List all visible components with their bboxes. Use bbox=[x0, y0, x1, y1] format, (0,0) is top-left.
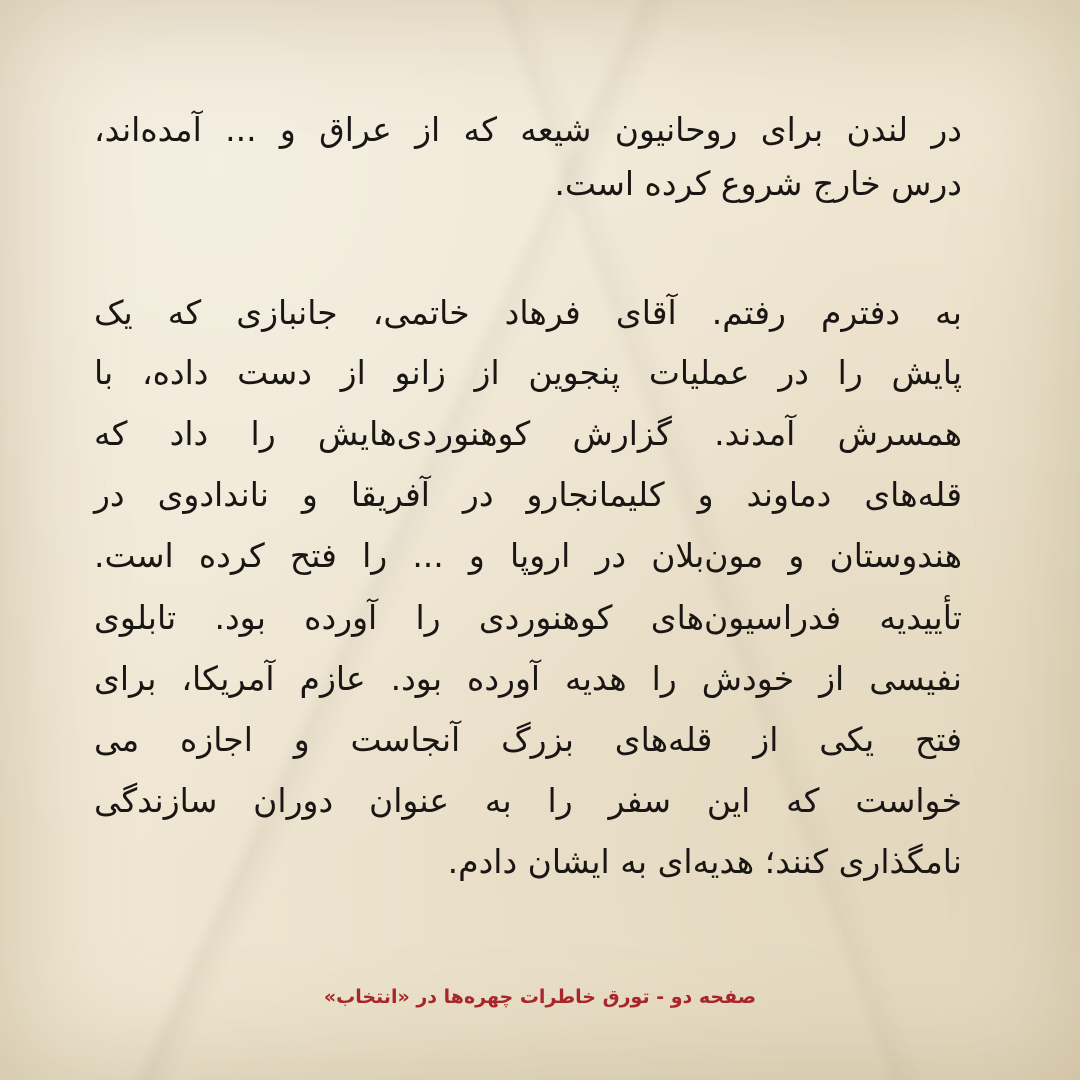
text-line: درس خارج شروع کرده است. bbox=[554, 164, 962, 203]
text-line: هندوستان و مون‌بلان در اروپا و ... را فتح کرده است. bbox=[94, 536, 962, 575]
text-line: تأییدیه فدراسیون‌های کوهنوردی را آورده بود. تابلوی bbox=[94, 598, 962, 637]
text-line: همسرش آمدند. گزارش کوهنوردی‌هایش را داد که bbox=[94, 414, 962, 453]
text-line: خواست که این سفر را به عنوان دوران سازندگی bbox=[94, 781, 962, 820]
text-line: نامگذاری کنند؛ هدیه‌ای به ایشان دادم. bbox=[447, 842, 962, 881]
text-line: قله‌های دماوند و کلیمانجارو در آفریقا و ناندادوی در bbox=[94, 475, 962, 514]
source-caption: صفحه دو - تورق خاطرات چهره‌ها در «انتخاب» bbox=[323, 986, 757, 1008]
text-line: نفیسی از خودش را هدیه آورده بود. عازم آمریکا، برای bbox=[94, 659, 962, 698]
text-line: در لندن برای روحانیون شیعه که از عراق و ... آمده‌اند، bbox=[94, 110, 962, 149]
text-line: پایش را در عملیات پنجوین از زانو از دست داده، با bbox=[94, 353, 962, 392]
text-line: به دفترم رفتم. آقای فرهاد خاتمی، جانبازی که یک bbox=[94, 293, 962, 332]
text-line: فتح یکی از قله‌های بزرگ آنجاست و اجازه می bbox=[94, 720, 962, 759]
